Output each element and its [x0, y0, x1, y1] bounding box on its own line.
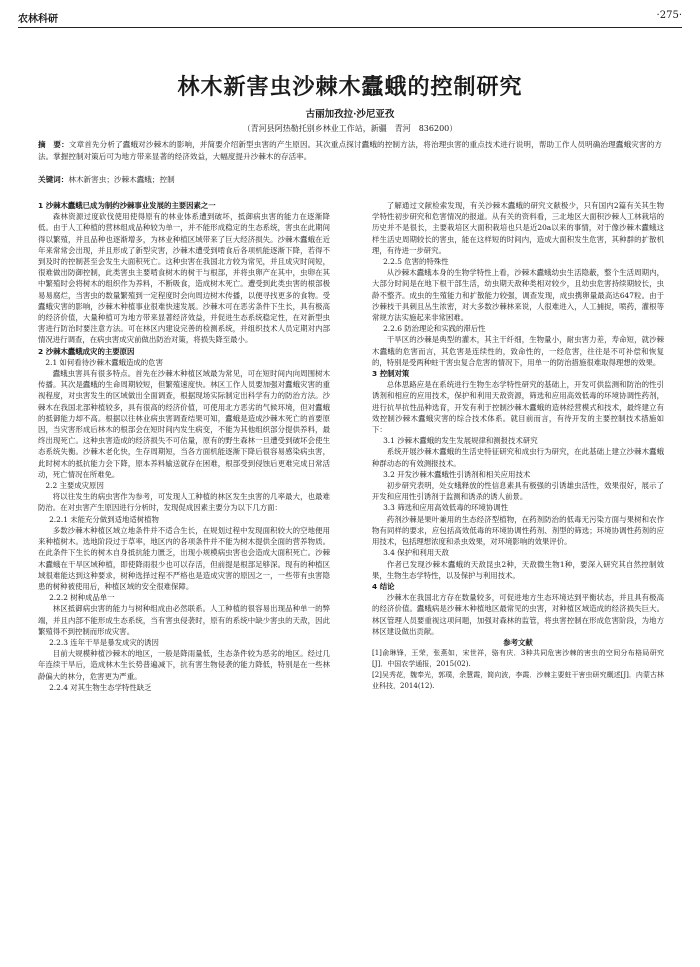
body-paragraph: 目前大规模种植沙棘木的地区，一般是降雨量低，生态条件较为恶劣的地区。经过几年连续干旱后，造成林木生长势普遍减下，抗有害生物侵袭的能力降低，特别是在一些林龄偏大的林分，危害更为严重。 — [38, 649, 330, 681]
subsubsection-heading: 2.2.3 连年干旱是暴发成灾的诱因 — [49, 637, 159, 647]
body-paragraph: 了解通过文献检索发现，有关沙棘木蠹蛾的研究文献极少，只有国内2篇有关其生物学特性初步研究和危害情况的报道。从有关的资料看，三北地区大面积沙棘人工林栽培的历史并不是很长，主要栽培区大面积栽培也只是近20a以来的事情，对于像沙棘木蠹蛾这样生活史周期较长的害虫，能在这样短的时间内，造成大面积发生危害，其种群的扩散机理，有待进一步研究。 — [372, 201, 664, 255]
body-paragraph: 总体思路应是在系统进行生物生态学特性研究的基础上，开发可供监测和防治的性引诱剂和相应的应用技术，保护和利用天敌资源，筛选和应用高效低毒的环境协调性药剂，进行抗旱抗性品种选育，开发有利于控制沙棘木蠹蛾的造林经营模式和技术，最终建立有效控制沙棘木蠹蛾灾害的综合技术体系。就目前而言，有待开发的主要控制技术措施如下： — [372, 380, 664, 435]
author-line: 古丽加孜拉·沙尼亚孜 — [305, 109, 395, 120]
keywords-label: 关键词： — [38, 175, 69, 184]
right-column — [372, 200, 664, 692]
section-heading: 1 沙棘木蠹蛾已成为制约沙棘事业发展的主要因素之一 — [38, 201, 216, 210]
references-heading: 参考文献 — [503, 637, 533, 647]
body-paragraph: 系统开展沙棘木蠹蛾的生活史特征研究和成虫行为研究，在此基础上建立沙棘木蠹蛾种群动态的有效测报技术。 — [372, 447, 664, 468]
body-paragraph: 多数沙棘木种植区域立地条件并不适合生长，在规划过程中发现面积较大的空地便用来种植树木。选地阶段过于草率，地区内的各项条件并不能为树木提供全面的营养物质。在此条件下生长的树木自身抵抗能力匮乏，出现小规模病虫害也会造成大面积死亡。沙棘木蠹蛾在干旱区域种植，即使降雨很少也可以存活，但前提是根部足够深。现有的种植区域很难能达到这种要求，树种选择过程不严格也是造成灾害的原因之一，一些带有虫害隐患的树种被使用后，种植区域的安全很难保障。 — [38, 525, 330, 591]
header-rule — [18, 27, 682, 28]
reference-entry: [1]俞琳锋，王荣，张燕如，宋世祥，骆有庆．3种共同危害沙棘的害虫的空间分布格局研究[J]．中国农学通报，2015(02). — [372, 649, 664, 669]
body-paragraph: 干旱区的沙棘是典型的灌木，其主干纤细，生物量小，耐虫害力差，寿命短，就沙棘木蠹蛾的危害而言，其危害是连续性的，致命性的，一经危害，往往是不可补偿和恢复的，特别是受两种蛀干害虫复合危害的情况下，用单一的防治措施很难取得理想的效果。 — [372, 335, 664, 367]
abstract — [38, 139, 662, 163]
body-paragraph: 将以往发生的病虫害作为参考，可发现人工种植的林区发生虫害的几率最大，也最难防治。在对虫害产生原因进行分析时，发现促成因素主要分为以下几方面： — [38, 492, 330, 513]
body-paragraph: 初步研究表明，处女蛾释放的性信息素具有极强的引诱雄虫活性，效果很好，展示了开发和应用性引诱剂于监测和诱杀的诱人前景。 — [372, 481, 664, 502]
subsubsection-heading: 2.2.4 对其生物生态学特性缺乏 — [49, 682, 152, 692]
reference-entry: [2]吴秀花，魏奉光，郭璞，余慧霞，简向波，李霞．沙棘主要蛀干害虫研究概述[J]．内蒙古林业科技，2014(12). — [372, 671, 664, 691]
subsubsection-heading: 2.2.6 防治理论和实践的滞后性 — [383, 324, 486, 334]
affiliation-line: （青河县阿热勒托别乡林业工作站，新疆 青河 836200） — [242, 124, 458, 133]
page-number: ·275· — [656, 10, 682, 21]
section-heading: 2 沙棘木蠹蛾成灾的主要原因 — [38, 346, 135, 356]
journal-name: 农林科研 — [18, 14, 58, 25]
body-paragraph: 森林资源过度砍伐使用使得原有的林业体系遭到破坏，抵御病虫害的能力在逐渐降低。由于人工种植的营林组成品种较为单一，并不能形成稳定的生态系统，害虫在此期间得以繁殖，并且品种也逐渐增多，为林业种植区域带来了巨大经济损失。沙棘木蠹蛾在近年来常常会出现，并且形成了新型灾害，沙棘木遭受到啃食后各项机能逐渐下降，若得不到及时的控制甚至会发生大面积死亡。这种虫害在我国北方较为常见，并且成灾时间短，很难做出防御控制，此类害虫主要啃食树木的树干与根部，并将虫卵产在其中，虫卵在其中繁殖时会将树木的组织作为养料，不断吸食，造成树木死亡。遭受到此类虫害的根部极易易腐烂，当害虫的数量繁殖到一定程度时会向周边树木传播，以便寻找更多的食物。受蠹蛾灾害的影响，沙棘木种植事业很难快速发展。沙棘木可在恶劣条件下生长，具有极高的经济价值，大量种植可为地方带来显著经济效益，并促进生态系统稳定性，在对新型虫害进行防治时要注意方法。可在林区内建设完善的检测系统，并组织技术人员定期对内部情况进行调查，在病虫害成灾前做出防治对策，将损失降至最小。 — [38, 212, 330, 345]
subsection-heading: 2.2 主要成灾原因 — [45, 481, 104, 491]
subsubsection-heading: 2.2.5 危害的特殊性 — [383, 257, 449, 267]
subsubsection-heading: 3.2 开发沙棘木蠹蛾性引诱剂和相关应用技术 — [383, 469, 531, 479]
subsection-heading: 2.1 如何看待沙棘木蠹蛾造成的危害 — [45, 357, 163, 367]
section-heading: 4 结论 — [372, 581, 395, 591]
body-paragraph: 蠹蛾虫害具有很多特点。首先在沙棘木种植区域最为常见，可在短时间内向周围树木传播。其次是蠹蛾的生命周期较短，但繁殖速度快。林区工作人员要加强对蠹蛾灾害的重视程度，对虫害发生的区域做出全面调查，根据现场实际制定出科学有力的防治方法。沙棘木在我国北部种植较多，具有很高的经济价值，可使用北方恶劣的气候环境，但对蠹蛾的抵御能力却不高。根据以往林业病虫害调查结果可知，蠹蛾是造成沙棘木死亡的首要原因，当灾害形成后林木的根部会在短时间内发生病变，不能为其他组织部分提供养料，最终出现死亡。这种虫害造成的经济损失不可估量，原有的野生森林一旦遭受到破坏会使生态系统失衡。沙棘木老化快，生存周期短，当各方面机能逐渐下降后很容易感染病虫害，此时树木的抵抗能力会下降，原本养料输送就存在困难，根部受到侵蚀后更难完成日常活动，死亡情况在所难免。 — [38, 369, 330, 479]
body-paragraph: 从沙棘木蠹蛾本身的生物学特性上看，沙棘木蠹蛾幼虫生活隐蔽，整个生活周期内，大部分时间是在地下根干部生活，幼虫期天敌种类相对较少，且幼虫危害持续期较长，虫龄不整齐。成虫的生殖能力和扩散能力较强，调查发现，成虫携卵量最高达647粒。由于沙棘枝干具刺且丛生浓密，对大多数沙棘林来说，人很难进入，人工捕捉，喷药，灌根等常规方法实施起来非常困难。 — [372, 268, 664, 323]
subsubsection-heading: 2.2.1 未能充分做到适地适树植物 — [49, 514, 159, 524]
section-heading: 3 控制对策 — [372, 369, 410, 379]
body-paragraph: 沙棘木在我国北方存在数量较多，可促进地方生态环境达到平衡状态，并且具有极高的经济价值。蠹蛾病是沙棘木种植地区最常见的虫害，对种植区域造成的经济损失巨大。林区管理人员要重视这项问题，加强对森林的监管，将虫害控制在形成危害阶段，为地方林区建设做出贡献。 — [372, 593, 664, 636]
abstract-label: 摘 要： — [38, 140, 69, 149]
subsubsection-heading: 3.4 保护和利用天敌 — [383, 548, 449, 558]
page-header — [18, 8, 682, 30]
left-column — [38, 200, 330, 693]
subsubsection-heading: 3.3 筛选和应用高效低毒的环境协调性 — [383, 503, 509, 513]
body-paragraph: 林区抵御病虫害的能力与树种组成由必然联系。人工种植的很容易出现品种单一的弊端，并且内部不能形成生态系统，当有害虫侵袭时，原有的系统中缺少害虫的天敌，因此繁殖得不到控制而形成灾害。 — [38, 604, 330, 636]
keywords — [38, 174, 662, 186]
article-title: 林木新害虫沙棘木蠹蛾的控制研究 — [177, 75, 523, 100]
body-paragraph: 作者已发现沙棘木蠹蛾的天敌昆虫2种，天敌微生物1种，要深入研究其自然控制效果，生物生态学特性，以及保护与利用技术。 — [372, 559, 664, 580]
subsubsection-heading: 3.1 沙棘木蠹蛾的发生发展规律和测报技术研究 — [383, 436, 538, 446]
subsubsection-heading: 2.2.2 树种成品单一 — [49, 593, 115, 603]
keywords-text: 林木新害虫；沙棘木蠹蛾；控制 — [68, 175, 175, 184]
abstract-text: 文章首先分析了蠹蛾对沙棘木的影响，并简要介绍新型虫害的产生原因。其次重点探讨蠹蛾的控制方法，将治理虫害的重点技术进行说明，帮助工作人员明确治理蠹蛾灾害的方法。掌握控制对策后可为地方带来显著的经济效益，大幅度提升沙棘木的存活率。 — [38, 140, 662, 161]
body-paragraph: 药剂沙棘是果叶兼用的生态经济型植物，在药剂防治的低毒无污染方面与果树和农作物有同样的要求，应包括高效低毒的环境协调性药剂、剂型的筛选；环境协调性药剂的应用技术，包括理想浓度和杀虫效果，对环境影响的效果评价。 — [372, 514, 664, 547]
